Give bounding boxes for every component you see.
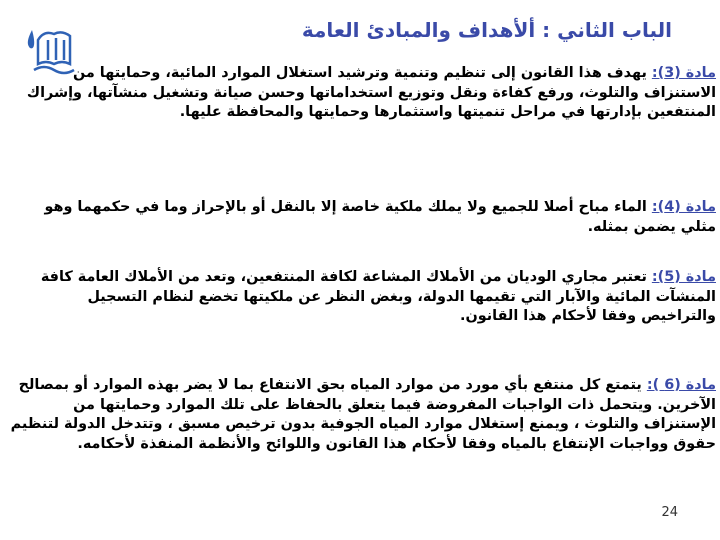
article-text: يهدف هذا القانون إلى تنظيم وتنمية وترشيد استغلال الموارد المائية، وحمايتها من الاستنزاف والتلوث، ورفع كفاءة ونقل وتوزيع استخداماتها وحسن صيانة وتشغيل منشآتها، وإشراك المنتفعين بإدارتها في مراحل تنميتها واستثمارها وحمايتها والمحافظة عليها. [26,65,716,120]
article-label: مادة (5): [651,269,716,285]
article-label: مادة (6 ): [646,377,716,393]
page-number: 24 [661,505,678,520]
slide-title: الباب الثاني : ألأهداف والمبادئ العامة [301,18,672,42]
article-6 [10,376,716,454]
article-label: مادة (3): [651,65,716,81]
article-label: مادة (4): [651,199,716,215]
article-text: الماء مباح أصلا للجميع ولا يملك ملكية خاصة إلا بالنقل أو بالإحراز وما في حكمهما وهو مثلي يضمن بمثله. [44,199,716,235]
article-text: تعتبر مجاري الوديان من الأملاك المشاعة لكافة المنتفعين، وتعد من الأملاك العامة كافة المنشآت المائية والآبار التي تقيمها الدولة، وبغض النظر عن ملكيتها تخضع لنظام التسجيل والتراخيص وفقا لأحكام هذا القانون. [40,269,716,324]
article-3 [10,64,716,123]
article-4 [10,198,716,237]
article-5 [10,268,716,327]
article-text: يتمتع كل منتفع بأي مورد من موارد المياه بحق الانتفاع بما لا يضر بهذه الموارد أو بمصالح الآخرين. ويتحمل ذات الواجبات المفروضة فيما يتعلق بالحفاظ على تلك الموارد وحمايتها من الإستنزاف والتلوث ، ويمنع إستغلال موارد المياه الجوفية بدون ترخيص مسبق ، وتتدخل الدولة لتنظيم حقوق وواجبات الإنتفاع بالمياه وفقا لأحكام هذا القانون واللوائح والأنظمة المنفذة لأحكامه. [10,377,716,452]
